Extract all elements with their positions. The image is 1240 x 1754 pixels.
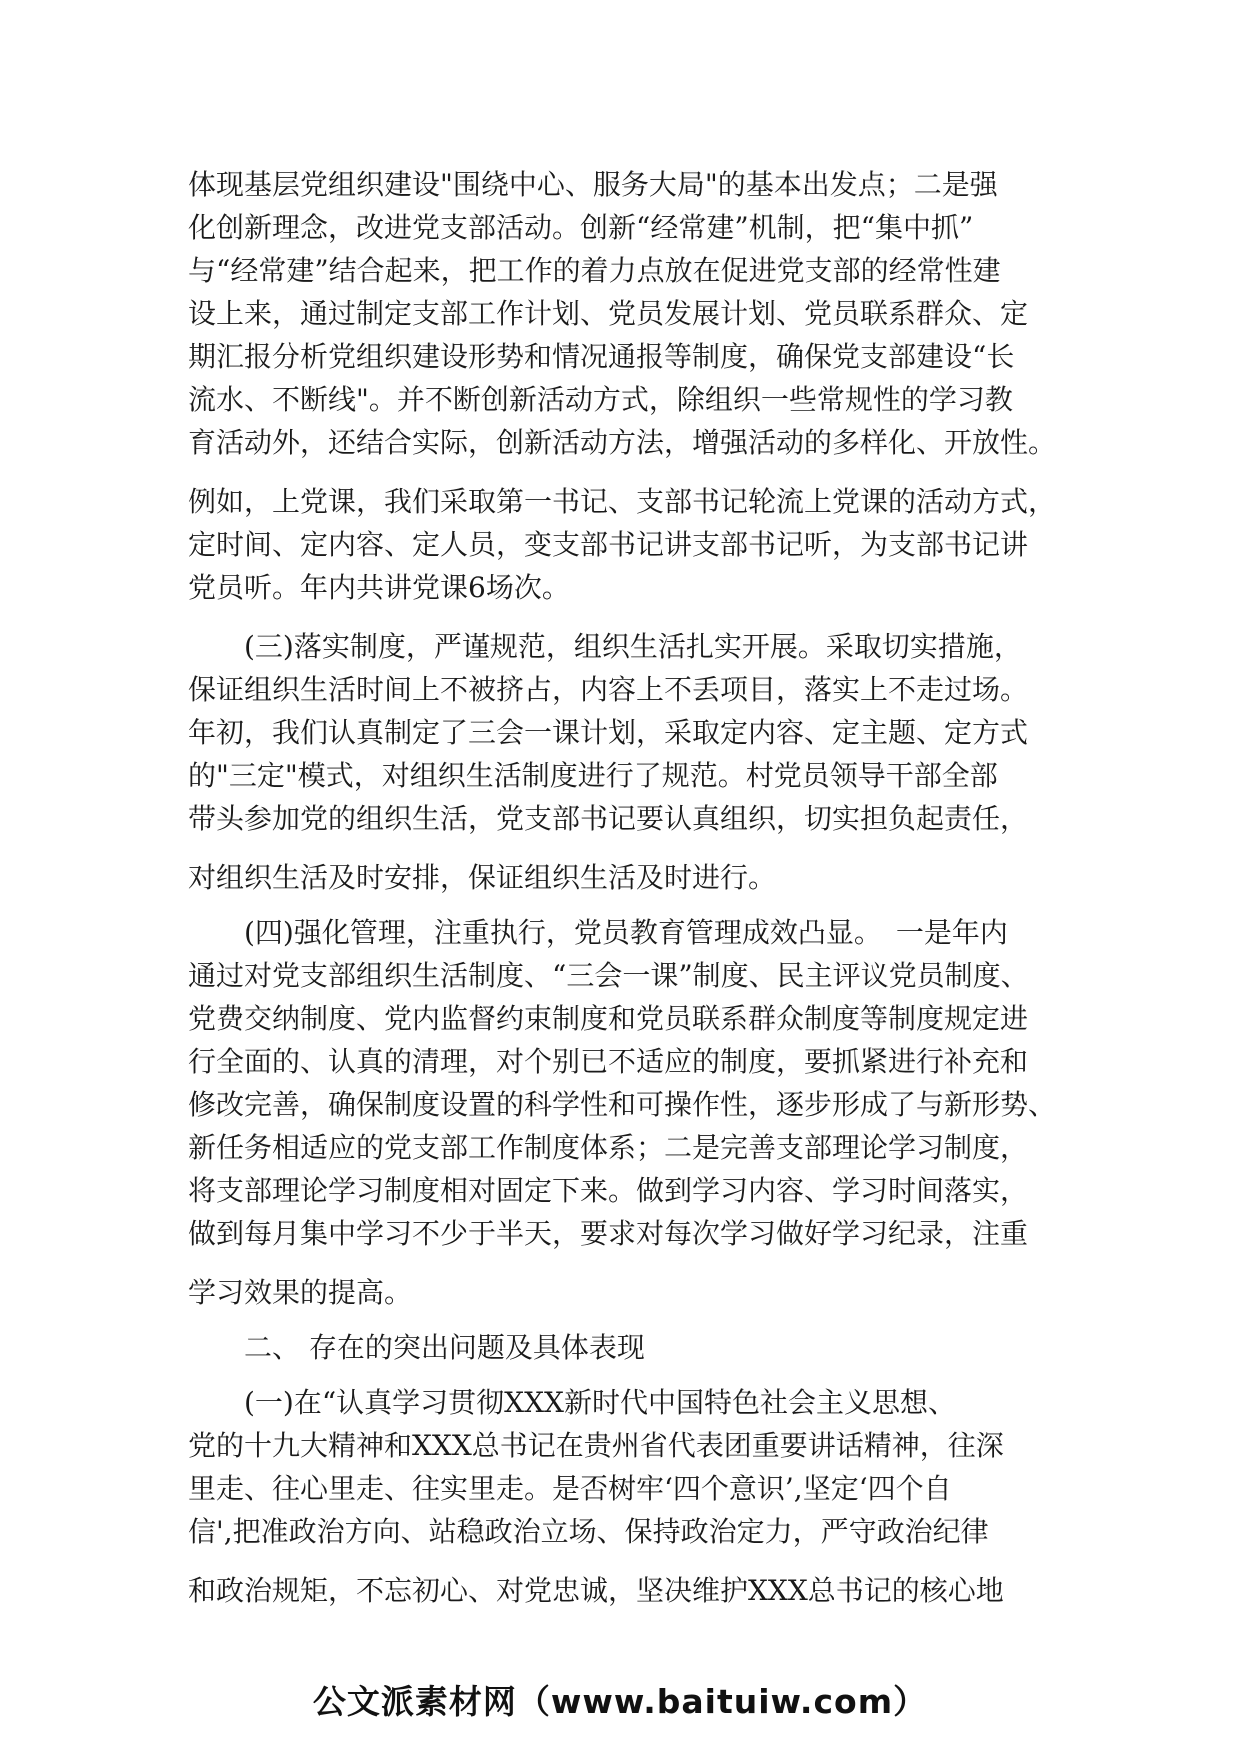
text-line: 期汇报分析党组织建设形势和情况通报等制度，确保党支部建设“长 <box>188 340 1015 373</box>
text-line: (三)落实制度，严谨规范，组织生活扎实开展。采取切实措施， <box>188 630 1022 663</box>
text-line: 定时间、定内容、定人员，变支部书记讲支部书记听，为支部书记讲 <box>188 528 1029 561</box>
paragraph-3 <box>188 625 1048 840</box>
text-line: 通过对党支部组织生活制度、“三会一课”制度、民主评议党员制度、 <box>188 959 1029 992</box>
text-line: 与“经常建”结合起来，把工作的着力点放在促进党支部的经常性建 <box>188 254 1001 287</box>
paragraph-4-continued <box>188 1271 1048 1314</box>
text-line: 行全面的、认真的清理，对个别已不适应的制度，要抓紧进行补充和 <box>188 1045 1029 1078</box>
text-line: 信',把准政治方向、站稳政治立场、保持政治定力，严守政治纪律 <box>188 1515 989 1548</box>
paragraph-5 <box>188 1381 1048 1553</box>
text-line: 和政治规矩，不忘初心、对党忠诚，坚决维护XXX总书记的核心地 <box>188 1574 1004 1607</box>
document-body <box>188 163 1057 1612</box>
text-line: (一)在“认真学习贯彻XXX新时代中国特色社会主义思想、 <box>188 1386 956 1419</box>
paragraph-3-continued <box>188 856 1048 899</box>
paragraph-1 <box>188 163 1057 464</box>
text-line: 将支部理论学习制度相对固定下来。做到学习内容、学习时间落实， <box>188 1174 1029 1207</box>
text-line: 做到每月集中学习不少于半天，要求对每次学习做好学习纪录，注重 <box>188 1217 1029 1250</box>
text-line: 对组织生活及时安排，保证组织生活及时进行。 <box>188 861 777 894</box>
text-line: 党员听。年内共讲党课6场次。 <box>188 571 570 604</box>
text-line: 新任务相适应的党支部工作制度体系；二是完善支部理论学习制度， <box>188 1131 1029 1164</box>
text-line: 年初，我们认真制定了三会一课计划，采取定内容、定主题、定方式 <box>188 716 1029 749</box>
section-heading: 二、 存在的突出问题及具体表现 <box>188 1331 645 1364</box>
text-line: 保证组织生活时间上不被挤占，内容上不丢项目，落实上不走过场。 <box>188 673 1029 706</box>
text-line: 修改完善，确保制度设置的科学性和可操作性，逐步形成了与新形势、 <box>188 1088 1057 1121</box>
text-line: 党的十九大精神和XXX总书记在贵州省代表团重要讲话精神，往深 <box>188 1429 1004 1462</box>
text-line: 的"三定"模式，对组织生活制度进行了规范。村党员领导干部全部 <box>188 759 998 792</box>
paragraph-2 <box>188 480 1057 609</box>
text-line: 里走、往心里走、往实里走。是否树牢‘四个意识’,坚定‘四个自 <box>188 1472 952 1505</box>
text-line: (四)强化管理，注重执行，党员教育管理成效凸显。 一是年内 <box>188 916 1008 949</box>
text-line: 体现基层党组织建设"围绕中心、服务大局"的基本出发点；二是强 <box>188 168 998 201</box>
text-line: 设上来，通过制定支部工作计划、党员发展计划、党员联系群众、定 <box>188 297 1029 330</box>
footer-watermark: 公文派素材网（www.baituiw.com） <box>312 1682 928 1721</box>
text-line: 党费交纳制度、党内监督约束制度和党员联系群众制度等制度规定进 <box>188 1002 1029 1035</box>
text-line: 学习效果的提高。 <box>188 1276 413 1309</box>
paragraph-4 <box>188 911 1057 1255</box>
text-line: 育活动外，还结合实际，创新活动方法，增强活动的多样化、开放性。 <box>188 426 1057 459</box>
text-line: 流水、不断线"。并不断创新活动方式，除组织一些常规性的学习教 <box>188 383 1013 416</box>
text-line: 例如，上党课，我们采取第一书记、支部书记轮流上党课的活动方式， <box>188 485 1057 518</box>
text-line: 化创新理念，改进党支部活动。创新“经常建”机制，把“集中抓” <box>188 211 974 244</box>
paragraph-5-continued <box>188 1569 1048 1612</box>
text-line: 带头参加党的组织生活，党支部书记要认真组织，切实担负起责任， <box>188 802 1029 835</box>
